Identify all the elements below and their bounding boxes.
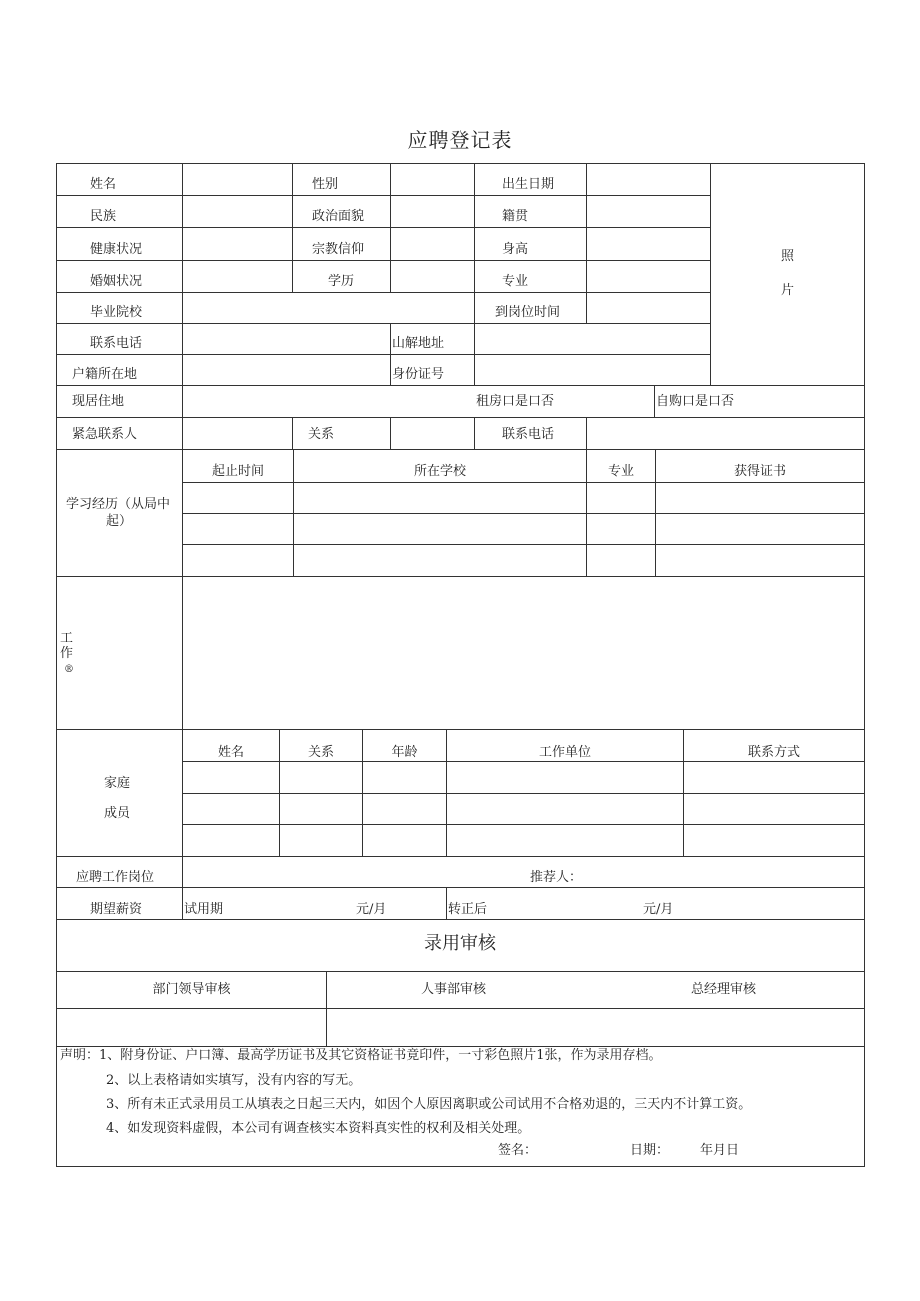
review-dept-label: 部门领导审核 xyxy=(152,982,231,997)
emergency-phone-label: 联系电话 xyxy=(502,427,555,442)
ethnicity-label: 民族 xyxy=(90,209,117,224)
grid-line xyxy=(182,761,865,762)
name-field[interactable] xyxy=(183,164,291,195)
phone-label: 联系电话 xyxy=(90,336,143,351)
hukou-field[interactable] xyxy=(183,355,389,385)
review-title: 录用审核 xyxy=(424,933,496,954)
school-label: 毕业院校 xyxy=(90,305,143,320)
family-header-relation: 关系 xyxy=(307,745,334,760)
grid-line xyxy=(292,163,293,292)
edu-header-period: 起止时间 xyxy=(211,464,264,479)
photo-label-line1: 照 xyxy=(781,249,795,264)
probation-unit: 元/月 xyxy=(356,902,387,917)
grid-line xyxy=(56,887,865,888)
grid-line xyxy=(56,1166,865,1167)
birth-date-label: 出生日期 xyxy=(502,177,555,192)
review-gm-label: 总经理审核 xyxy=(691,982,757,997)
position-field[interactable] xyxy=(183,857,523,887)
marital-label: 婚姻状况 xyxy=(90,274,143,289)
political-status-label: 政治面貌 xyxy=(312,209,365,224)
phone-field[interactable] xyxy=(183,324,389,354)
family-header-employer: 工作单位 xyxy=(538,745,591,760)
grid-line xyxy=(292,417,293,449)
signature-label: 签名： xyxy=(498,1143,538,1158)
date-label: 日期： xyxy=(630,1143,670,1158)
height-label: 身高 xyxy=(502,242,529,257)
health-field[interactable] xyxy=(183,228,291,260)
gender-label: 性别 xyxy=(312,177,339,192)
grid-line xyxy=(182,482,865,483)
family-header-contact: 联系方式 xyxy=(747,745,800,760)
grid-line xyxy=(390,323,391,385)
edu-header-major: 专业 xyxy=(607,464,634,479)
grid-line xyxy=(182,824,865,825)
page-title: 应聘登记表 xyxy=(407,128,513,152)
work-experience-area[interactable] xyxy=(183,577,864,729)
referrer-label: 推荐人： xyxy=(530,870,583,885)
relation-label: 关系 xyxy=(308,427,335,442)
marital-field[interactable] xyxy=(183,261,291,292)
onboard-time-field[interactable] xyxy=(587,293,709,323)
education-section-label-line2: 起） xyxy=(106,514,133,529)
religion-field[interactable] xyxy=(391,228,473,260)
note-line-3: 3、所有未正式录用员工从填表之日起三天内，如因个人原因离职或公司试用不合格劝退的，三天内不计算工资。 xyxy=(106,1097,752,1112)
major-label: 专业 xyxy=(502,274,529,289)
address-label: 山解地址 xyxy=(392,336,445,351)
address-field[interactable] xyxy=(475,324,709,354)
grid-line xyxy=(56,971,865,972)
health-label: 健康状况 xyxy=(90,242,143,257)
family-label-line2: 成员 xyxy=(104,806,131,821)
height-field[interactable] xyxy=(587,228,709,260)
probation-label: 试用期 xyxy=(184,902,224,917)
work-label-line2: 作 xyxy=(60,646,74,661)
note-line-2: 2、以上表格请如实填写，没有内容的写无。 xyxy=(106,1073,362,1088)
religion-label: 宗教信仰 xyxy=(312,242,365,257)
position-label: 应聘工作岗位 xyxy=(76,870,155,885)
regular-unit: 元/月 xyxy=(643,902,674,917)
onboard-time-label: 到岗位时间 xyxy=(495,305,561,320)
edu-header-school: 所在学校 xyxy=(413,464,466,479)
salary-label: 期望薪资 xyxy=(90,902,143,917)
work-label-line1: 工 xyxy=(60,631,74,646)
major-field[interactable] xyxy=(587,261,709,292)
name-label: 姓名 xyxy=(90,177,117,192)
family-header-age: 年龄 xyxy=(391,745,418,760)
grid-line xyxy=(864,163,865,1167)
review-dept-field[interactable] xyxy=(57,1009,325,1046)
grid-line xyxy=(182,793,865,794)
grid-line xyxy=(182,513,865,514)
review-hr-label: 人事部审核 xyxy=(421,982,487,997)
grid-line xyxy=(56,729,865,730)
residence-label: 现居住地 xyxy=(72,394,125,409)
work-label-line3: ® xyxy=(64,664,74,675)
gender-field[interactable] xyxy=(391,164,473,195)
emergency-phone-field[interactable] xyxy=(587,418,864,449)
political-status-field[interactable] xyxy=(391,196,473,227)
grid-line xyxy=(654,385,655,417)
edu-header-certificate: 获得证书 xyxy=(733,464,786,479)
regular-label: 转正后 xyxy=(448,902,488,917)
review-hr-gm-field[interactable] xyxy=(327,1009,864,1046)
relation-field[interactable] xyxy=(391,418,473,449)
emergency-contact-field[interactable] xyxy=(183,418,291,449)
id-number-field[interactable] xyxy=(475,355,709,385)
native-place-label: 籍贯 xyxy=(502,209,529,224)
education-level-label: 学历 xyxy=(328,274,355,289)
id-number-label: 身份证号 xyxy=(392,367,445,382)
grid-line xyxy=(182,544,865,545)
ethnicity-field[interactable] xyxy=(183,196,291,227)
grid-line xyxy=(56,919,865,920)
family-header-name: 姓名 xyxy=(217,745,244,760)
hukou-label: 户籍所在地 xyxy=(72,367,138,382)
grid-line xyxy=(474,417,475,449)
residence-field[interactable] xyxy=(183,386,473,417)
photo-area[interactable] xyxy=(711,164,864,385)
grid-line xyxy=(56,1046,865,1047)
grid-line xyxy=(446,887,447,919)
emergency-contact-label: 紧急联系人 xyxy=(72,427,138,442)
date-format: 年月日 xyxy=(700,1143,740,1158)
education-section-label-line1: 学习经历（从局中 xyxy=(66,497,171,512)
native-place-field[interactable] xyxy=(587,196,709,227)
photo-label-line2: 片 xyxy=(781,283,795,298)
birth-date-field[interactable] xyxy=(587,164,709,195)
own-house-option[interactable]: 自购口是口否 xyxy=(656,394,735,409)
family-label-line1: 家庭 xyxy=(104,776,131,791)
grid-line xyxy=(56,449,865,450)
rent-option[interactable]: 租房口是口否 xyxy=(476,394,555,409)
note-line-1: 声明：1、附身份证、户口簿、最高学历证书及其它资格证书竟印件，一寸彩色照片1张，作为录用存档。 xyxy=(60,1048,662,1063)
school-field[interactable] xyxy=(183,293,473,323)
education-level-field[interactable] xyxy=(391,261,473,292)
note-line-4: 4、如发现资料虚假，本公司有调查核实本资料真实性的权利及相关处理。 xyxy=(106,1121,531,1136)
